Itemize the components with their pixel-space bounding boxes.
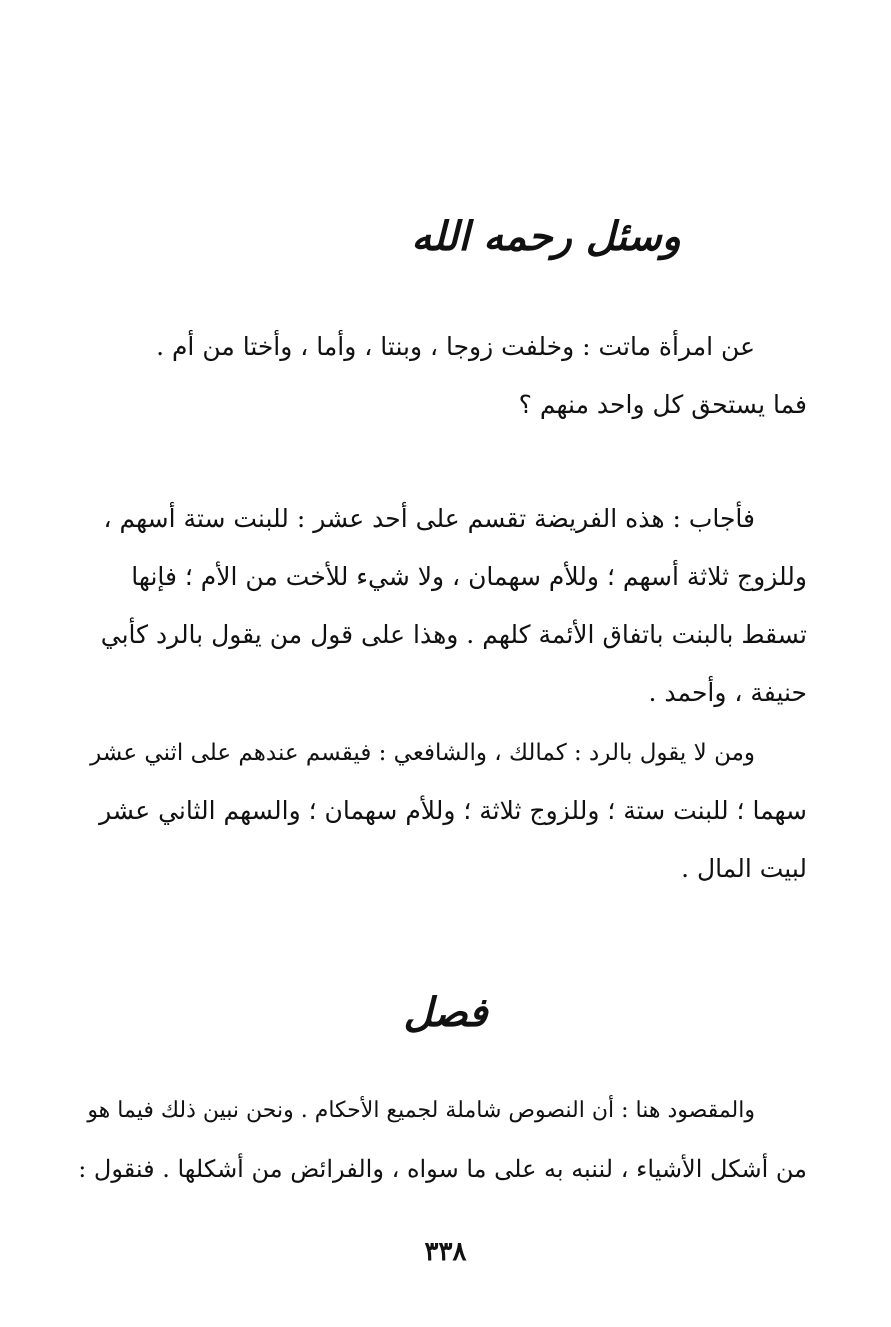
text-line: ومن لا يقول بالرد : كمالك ، والشافعي : فيقسم عندهم على اثني عشر [90, 740, 755, 766]
text-line: سهما ؛ للبنت ستة ؛ وللزوج ثلاثة ؛ وللأم سهمان ؛ والسهم الثاني عشر [99, 796, 807, 825]
text-line: تسقط بالبنت باتفاق الأئمة كلهم . وهذا على قول من يقول بالرد كأبي [100, 620, 807, 649]
section-heading: فصل [403, 990, 488, 1036]
question-paragraph [74, 318, 807, 434]
text-line: لبيت المال . [681, 854, 807, 883]
question-heading: وسئل رحمه الله [411, 214, 681, 260]
text-line: عن امرأة ماتت : وخلفت زوجا ، وبنتا ، وأما ، وأختا من أم . [156, 332, 755, 361]
answer-continued-paragraph [84, 724, 807, 898]
text-line: فأجاب : هذه الفريضة تقسم على أحد عشر : للبنت ستة أسهم ، [103, 504, 755, 533]
page-number: ٣٣٨ [424, 1237, 467, 1267]
text-line: من أشكل الأشياء ، لننبه به على ما سواه ، والفرائض من أشكلها . فنقول : [78, 1155, 807, 1183]
text-line: وللزوج ثلاثة أسهم ؛ وللأم سهمان ، ولا شيء للأخت من الأم ؛ فإنها [131, 562, 807, 591]
text-line: والمقصود هنا : أن النصوص شاملة لجميع الأحكام . ونحن نبين ذلك فيما هو [87, 1098, 755, 1123]
answer-paragraph [74, 490, 807, 722]
text-line: حنيفة ، وأحمد . [648, 678, 807, 707]
section-paragraph [78, 1082, 807, 1198]
text-line: فما يستحق كل واحد منهم ؟ [518, 390, 807, 419]
